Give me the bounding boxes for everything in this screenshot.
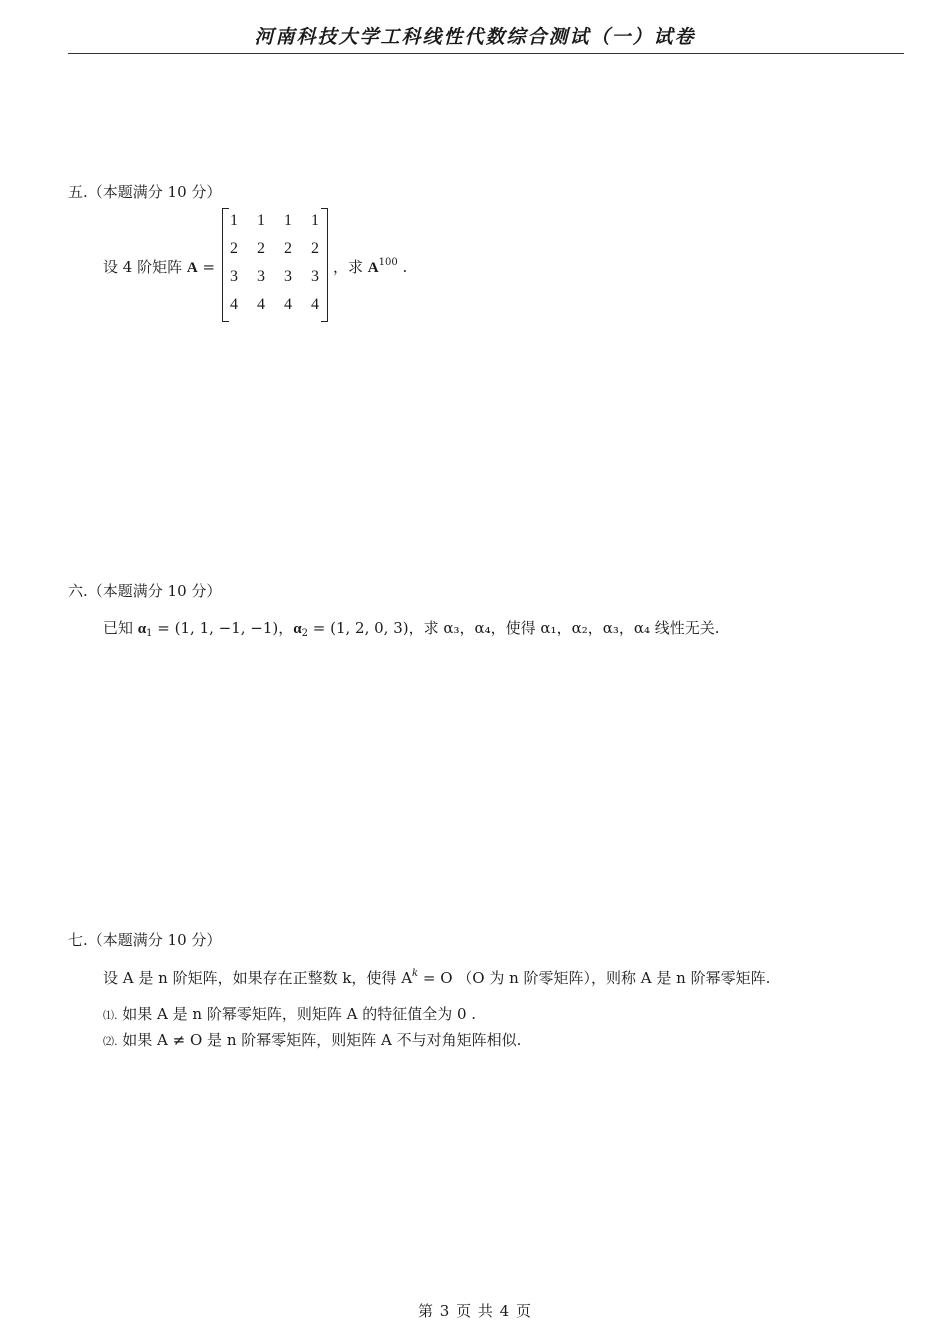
matrix-cell: 4	[257, 296, 265, 313]
q7-item-1-mark: ⑴.	[103, 1009, 118, 1022]
q7-intro-exponent: k	[412, 968, 419, 979]
alpha1-value: = (1, 1, −1, −1)，	[152, 619, 294, 637]
matrix-cell: 2	[230, 240, 238, 257]
matrix-cell: 4	[311, 296, 319, 313]
q7-intro-text: 设 A 是 n 阶矩阵，如果存在正整数 k，使得 A	[103, 969, 413, 987]
alpha2-value: = (1, 2, 0, 3)，求	[308, 619, 444, 637]
q5-power: 100	[378, 257, 398, 268]
q5-matrix	[222, 208, 328, 320]
matrix-cell: 3	[257, 268, 265, 285]
q6-prefix: 已知	[103, 619, 138, 637]
alpha1-subscript: 1	[146, 628, 153, 639]
matrix-cell: 4	[284, 296, 292, 313]
matrix-cell: 3	[284, 268, 292, 285]
matrix-cell: 1	[311, 212, 319, 229]
matrix-cell: 2	[311, 240, 319, 257]
q7-item-2-text: 如果 A ≠ O 是 n 阶幂零矩阵，则矩阵 A 不与对角矩阵相似.	[122, 1031, 522, 1049]
q5-target: A	[367, 260, 379, 276]
q5-statement-end	[333, 256, 407, 277]
q7-intro	[103, 967, 770, 988]
q5-matrix-name: A	[186, 260, 198, 276]
q6-ask: α₃，α₄，使得 α₁，α₂，α₃，α₄ 线性无关.	[443, 619, 720, 637]
q5-text-after: ，求	[333, 258, 368, 276]
q7-item-2	[103, 1029, 521, 1050]
q7-item-2-mark: ⑵.	[103, 1035, 118, 1048]
matrix-cell: 2	[284, 240, 292, 257]
page-header-title: 河南科技大学工科线性代数综合测试（一）试卷	[254, 26, 696, 48]
alpha2-symbol: α	[293, 621, 302, 637]
q5-text-before: 设 4 阶矩阵	[103, 258, 187, 276]
q7-item-1	[103, 1003, 476, 1024]
matrix-cell: 2	[257, 240, 265, 257]
header-divider	[68, 53, 904, 54]
matrix-cell: 1	[230, 212, 238, 229]
q5-equals: =	[197, 258, 216, 276]
matrix-cell: 4	[230, 296, 238, 313]
q7-heading: 七.（本题满分 10 分）	[68, 931, 222, 949]
alpha1-symbol: α	[137, 621, 147, 637]
q5-period: .	[397, 258, 408, 276]
matrix-cell: 1	[257, 212, 265, 229]
page-footer: 第 3 页 共 4 页	[418, 1302, 532, 1320]
matrix-cell: 3	[311, 268, 319, 285]
alpha2-subscript: 2	[301, 628, 309, 639]
q7-intro-rest: = O （O 为 n 阶零矩阵），则称 A 是 n 阶幂零矩阵.	[418, 969, 771, 987]
q6-statement	[103, 617, 720, 639]
q6-heading: 六.（本题满分 10 分）	[68, 582, 222, 600]
q5-heading: 五.（本题满分 10 分）	[68, 183, 222, 201]
matrix-cell: 3	[230, 268, 238, 285]
q5-statement-start	[103, 256, 215, 277]
matrix-cell: 1	[284, 212, 292, 229]
q7-item-1-text: 如果 A 是 n 阶幂零矩阵，则矩阵 A 的特征值全为 0 .	[122, 1005, 477, 1023]
